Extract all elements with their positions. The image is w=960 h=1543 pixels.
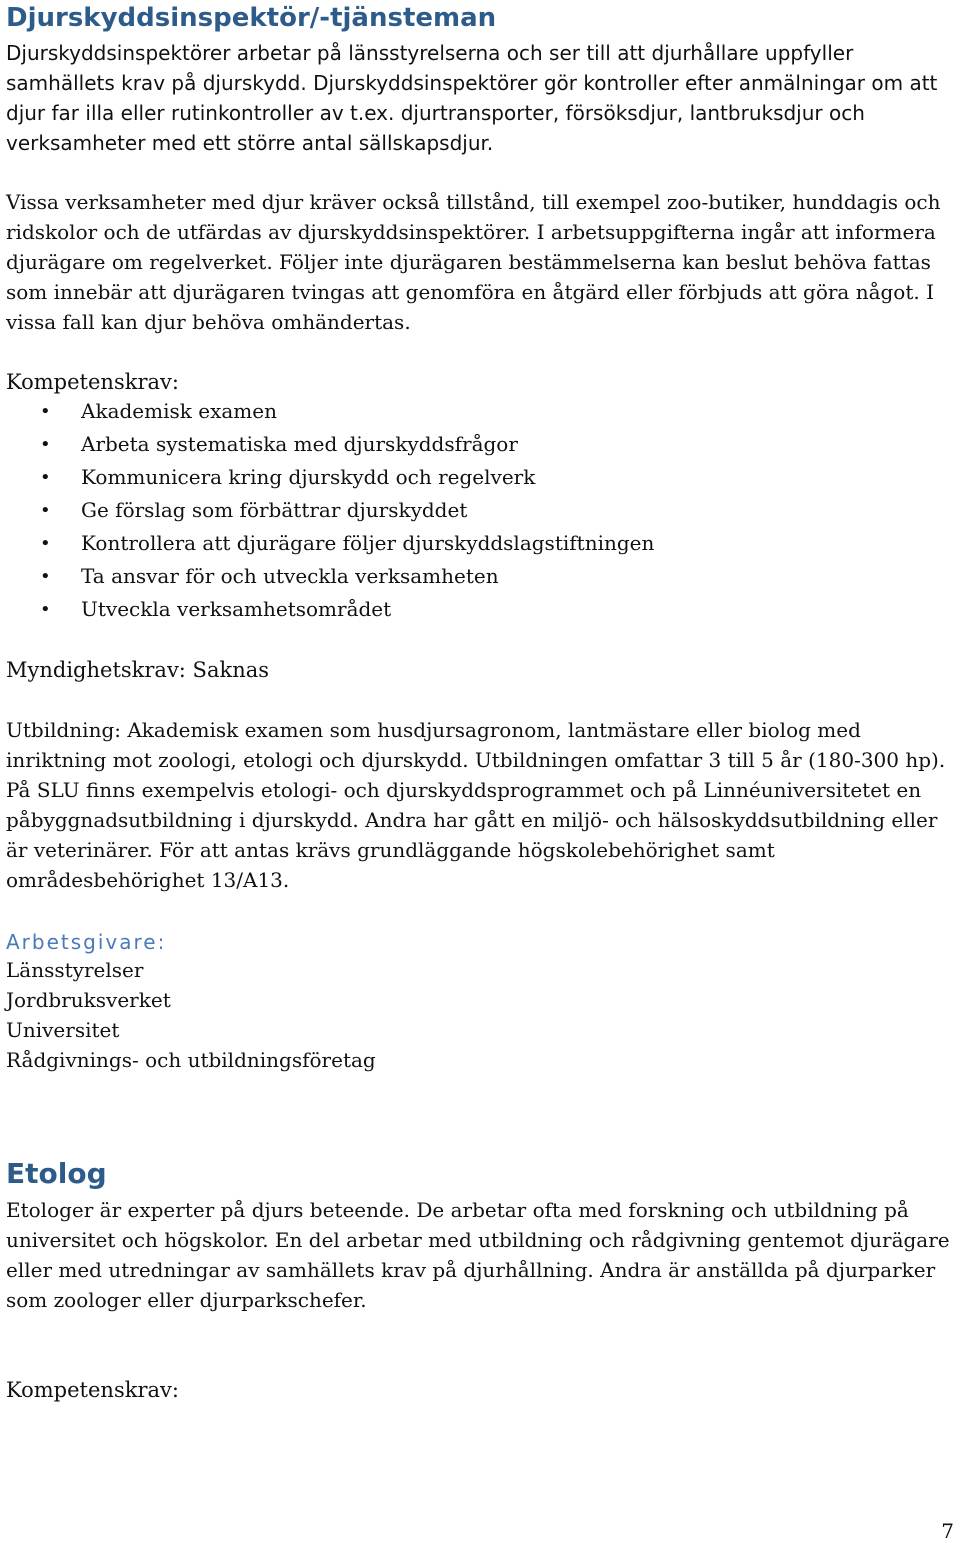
- section-title-djurskyddsinspektor: Djurskyddsinspektör/-tjänsteman: [6, 3, 497, 33]
- list-item: [6, 527, 654, 560]
- etolog-paragraph: Etologer är experter på djurs beteende. De arbetar ofta med forskning och utbildning på universitet och högskolor. En del arbetar med utbildning och rådgivning gentemot djurägare eller med utredningar av samhällets krav på djurhållning. Andra är anställda på djurparker som zoologer eller djurparkschefer.: [6, 1198, 950, 1312]
- kompetenskrav-label: Kompetenskrav:: [6, 1378, 179, 1402]
- skill-text: Kontrollera att djurägare följer djurskyddslagstiftningen: [81, 531, 655, 555]
- skill-text: Ta ansvar för och utveckla verksamheten: [81, 564, 499, 588]
- skill-text: Arbeta systematiska med djurskyddsfrågor: [81, 432, 518, 456]
- bullet-icon: •: [40, 500, 51, 521]
- skill-text: Akademisk examen: [81, 399, 277, 423]
- bullet-icon: •: [40, 434, 51, 455]
- list-item: Rådgivnings- och utbildningsföretag: [6, 1048, 376, 1072]
- permits-paragraph: Vissa verksamheter med djur kräver också tillstånd, till exempel zoo-butiker, hunddagis och ridskolor och de utfärdas av djurskyddsinspektörer. I arbetsuppgifterna ingår att informera djurägare om regelverket. Följer inte djurägaren bestämmelserna kan beslut behöva fattas som innebär att djurägaren tvingas att genomföra en åtgärd eller förbjuds att göra något. I vissa fall kan djur behöva omhändertas.: [6, 190, 941, 334]
- kompetenskrav-label: Kompetenskrav:: [6, 370, 179, 394]
- skill-text: Utveckla verksamhetsområdet: [81, 597, 392, 621]
- list-item: [6, 593, 654, 626]
- skill-text: Kommunicera kring djurskydd och regelverk: [81, 465, 536, 489]
- list-item: [6, 395, 654, 428]
- document-page: [6, 0, 956, 1543]
- employer-list: [6, 955, 376, 1075]
- skill-text: Ge förslag som förbättrar djurskyddet: [81, 498, 468, 522]
- bullet-icon: •: [40, 566, 51, 587]
- list-item: [6, 560, 654, 593]
- list-item: [6, 494, 654, 527]
- page-number: 7: [941, 1519, 954, 1543]
- list-item: [6, 461, 654, 494]
- intro-paragraph: Djurskyddsinspektörer arbetar på länsstyrelserna och ser till att djurhållare uppfyller samhällets krav på djurskydd. Djurskyddsinspektörer gör kontroller efter anmälningar om att djur far illa eller rutinkontroller av t.ex. djurtransporter, försöksdjur, lantbruksdjur och verksamheter med ett större antal sällskapsdjur.: [6, 41, 938, 155]
- list-item: Länsstyrelser: [6, 958, 144, 982]
- list-item: [6, 428, 654, 461]
- section-title-etolog: Etolog: [6, 1157, 107, 1190]
- arbetsgivare-label: Arbetsgivare:: [6, 930, 167, 954]
- myndighetskrav-line: Myndighetskrav: Saknas: [6, 658, 270, 682]
- bullet-icon: •: [40, 467, 51, 488]
- bullet-icon: •: [40, 599, 51, 620]
- utbildning-paragraph: Utbildning: Akademisk examen som husdjursagronom, lantmästare eller biolog med inriktning mot zoologi, etologi och djurskydd. Utbildningen omfattar 3 till 5 år (180-300 hp). På SLU finns exempelvis etologi- och djurskyddsprogrammet och på Linnéuniversitetet en påbyggnadsutbildning i djurskydd. Andra har gått en miljö- och hälsoskyddsutbildning eller är veterinärer. För att antas krävs grundläggande högskolebehörighet samt områdesbehörighet 13/A13.: [6, 718, 946, 892]
- bullet-icon: •: [40, 533, 51, 554]
- bullet-icon: •: [40, 401, 51, 422]
- list-item: Jordbruksverket: [6, 988, 171, 1012]
- list-item: Universitet: [6, 1018, 120, 1042]
- skill-list: [6, 395, 654, 626]
